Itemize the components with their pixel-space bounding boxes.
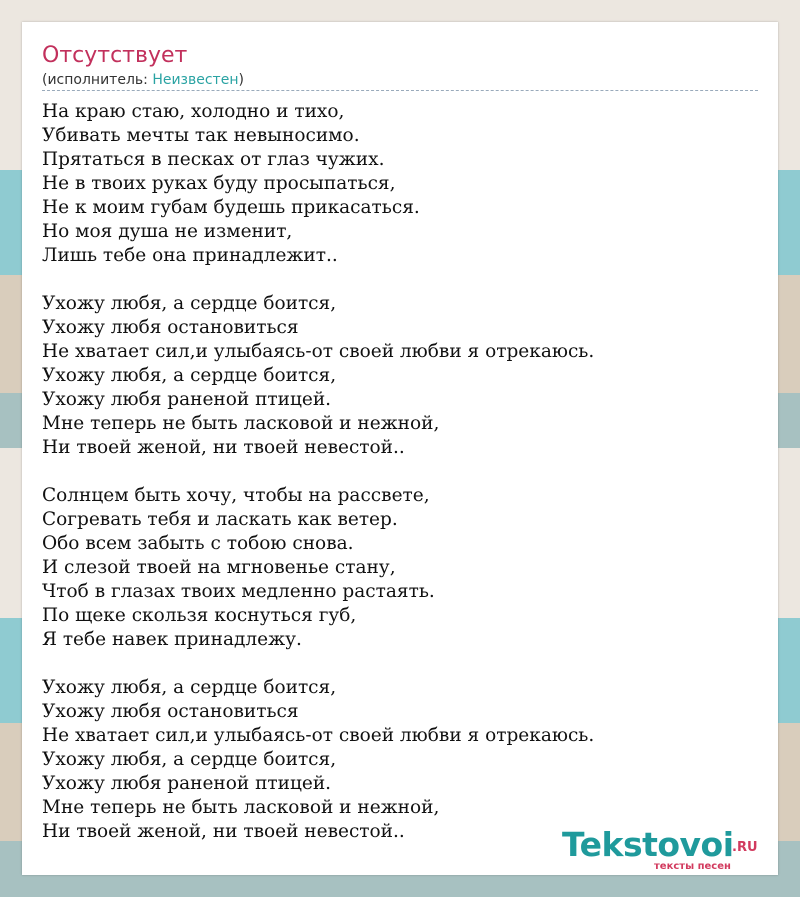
song-title: Отсутствует bbox=[42, 43, 188, 68]
lyric-line: Не к моим губам будешь прикасаться. bbox=[42, 197, 420, 218]
lyric-line: Мне теперь не быть ласковой и нежной, bbox=[42, 413, 440, 434]
lyric-line: Ухожу любя раненой птицей. bbox=[42, 773, 332, 794]
logo-tld: .RU bbox=[732, 840, 758, 855]
artist-prefix: (исполнитель: bbox=[42, 72, 153, 88]
logo-tagline: тексты песен bbox=[654, 861, 731, 872]
lyrics-card bbox=[22, 22, 778, 875]
lyric-line: И слезой твоей на мгновенье стану, bbox=[42, 557, 396, 578]
lyric-line: Обо всем забыть с тобою снова. bbox=[42, 533, 354, 554]
lyric-line: Убивать мечты так невыносимо. bbox=[42, 125, 360, 146]
lyric-line: Ухожу любя остановиться bbox=[42, 701, 299, 722]
lyric-line: Лишь тебе она принадлежит.. bbox=[42, 245, 338, 266]
artist-suffix: ) bbox=[238, 72, 244, 88]
lyric-line: Ухожу любя, а сердце боится, bbox=[42, 365, 337, 386]
artist-line bbox=[42, 71, 244, 89]
lyric-line: Мне теперь не быть ласковой и нежной, bbox=[42, 797, 440, 818]
stanza-gap bbox=[42, 268, 758, 292]
lyric-line: Прятаться в песках от глаз чужих. bbox=[42, 149, 385, 170]
site-logo[interactable] bbox=[562, 827, 772, 875]
lyrics-text bbox=[42, 100, 758, 844]
lyric-line: Солнцем быть хочу, чтобы на рассвете, bbox=[42, 485, 430, 506]
lyric-line: Не в твоих руках буду просыпаться, bbox=[42, 173, 396, 194]
lyric-line: На краю стаю, холодно и тихо, bbox=[42, 101, 345, 122]
lyric-line: Ни твоей женой, ни твоей невестой.. bbox=[42, 437, 405, 458]
stanza-gap bbox=[42, 652, 758, 676]
lyric-line: Согревать тебя и ласкать как ветер. bbox=[42, 509, 398, 530]
artist-link[interactable]: Неизвестен bbox=[152, 72, 239, 88]
lyric-line: По щеке скользя коснуться губ, bbox=[42, 605, 357, 626]
lyric-line: Я тебе навек принадлежу. bbox=[42, 629, 302, 650]
lyric-line: Ни твоей женой, ни твоей невестой.. bbox=[42, 821, 405, 842]
lyric-line: Ухожу любя, а сердце боится, bbox=[42, 749, 337, 770]
lyric-line: Но моя душа не изменит, bbox=[42, 221, 293, 242]
lyric-line: Ухожу любя раненой птицей. bbox=[42, 389, 332, 410]
lyric-line: Не хватает сил,и улыбаясь-от своей любви я отрекаюсь. bbox=[42, 725, 595, 746]
lyric-line: Ухожу любя остановиться bbox=[42, 317, 299, 338]
lyric-line: Чтоб в глазах твоих медленно растаять. bbox=[42, 581, 435, 602]
lyric-line: Не хватает сил,и улыбаясь-от своей любви я отрекаюсь. bbox=[42, 341, 595, 362]
logo-wordmark: Tekstovoi bbox=[562, 825, 734, 864]
lyric-line: Ухожу любя, а сердце боится, bbox=[42, 293, 337, 314]
stanza-gap bbox=[42, 460, 758, 484]
title-divider bbox=[42, 90, 758, 91]
lyric-line: Ухожу любя, а сердце боится, bbox=[42, 677, 337, 698]
